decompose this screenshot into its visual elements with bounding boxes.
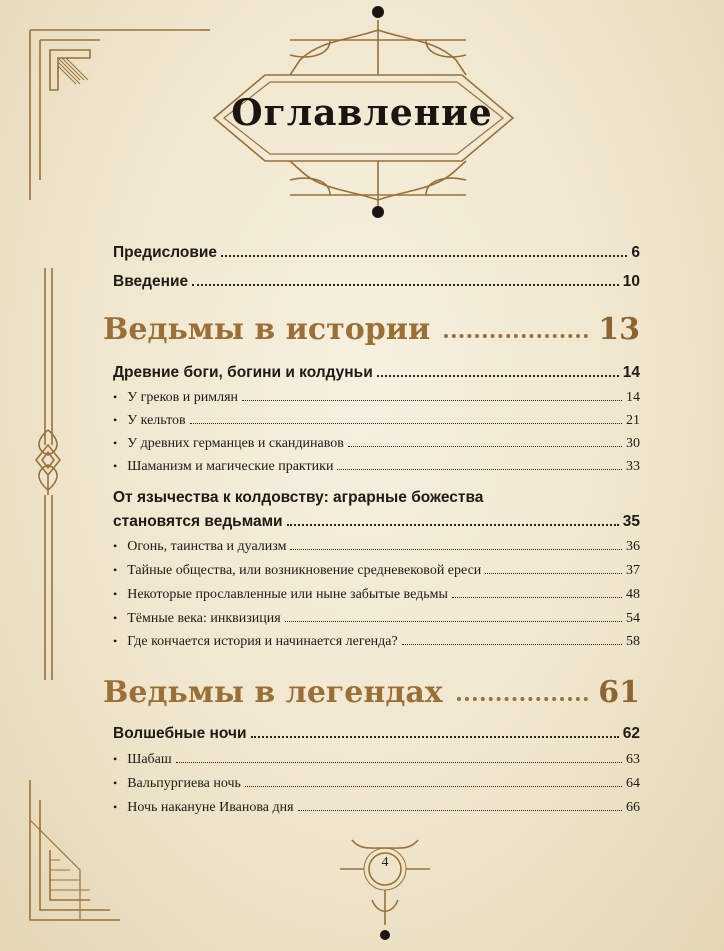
- leader-dots: [402, 643, 622, 645]
- toc-chapter-magic-nights[interactable]: [113, 725, 640, 743]
- toc-item-label: Тёмные века: инквизиция: [127, 611, 281, 626]
- toc-item-label: Вальпургиева ночь: [127, 776, 241, 791]
- leader-dots: [290, 548, 622, 550]
- leader-dots: [192, 283, 619, 286]
- toc-item-label: Тайные общества, или возникновение средневековой ереси: [127, 563, 482, 578]
- toc-item-page: 66: [626, 800, 640, 815]
- page-number-medallion: [340, 840, 430, 925]
- toc-entry-label: становятся ведьмами: [113, 513, 283, 530]
- toc-entry-label: Древние боги, богини и колдуньи: [113, 364, 373, 381]
- toc-item-page: 37: [626, 563, 640, 578]
- toc-part-legends[interactable]: [103, 675, 640, 710]
- toc-item[interactable]: [113, 776, 640, 792]
- toc-item-label: Огонь, таинства и дуализм: [127, 539, 287, 554]
- toc-chapter-paganism-line1[interactable]: От язычества к колдовству: аграрные божества: [113, 489, 484, 506]
- leader-dots: [452, 596, 622, 598]
- leader-dots: [348, 445, 622, 447]
- page-title: Оглавление: [231, 92, 493, 134]
- leader-dots: [457, 696, 589, 701]
- part-page: 13: [598, 312, 640, 347]
- toc-entry-preface[interactable]: [113, 244, 640, 262]
- leader-dots: [285, 620, 622, 622]
- dot-ornament-top: [372, 6, 384, 18]
- toc-item[interactable]: [113, 800, 640, 816]
- dot-ornament-mid: [372, 206, 384, 218]
- toc-entry-label: Предисловие: [113, 244, 218, 261]
- part-page: 61: [598, 675, 640, 710]
- toc-entry-page: 62: [622, 725, 640, 742]
- toc-entry-label: Волшебные ночи: [113, 725, 247, 742]
- toc-item-page: 33: [626, 459, 640, 474]
- leader-dots: [251, 735, 619, 738]
- toc-entry-introduction[interactable]: [113, 273, 640, 291]
- toc-item-page: 30: [626, 436, 640, 451]
- leader-dots: [287, 523, 619, 526]
- leader-dots: [245, 785, 622, 787]
- toc-item-page: 21: [626, 413, 640, 428]
- toc-item-label: Ночь накануне Иванова дня: [127, 800, 294, 815]
- toc-item-page: 64: [626, 776, 640, 791]
- toc-item[interactable]: [113, 390, 640, 406]
- toc-entry-page: 10: [622, 273, 640, 290]
- toc-item[interactable]: [113, 413, 640, 429]
- bullet-icon: •: [113, 459, 118, 473]
- toc-entry-page: 35: [622, 513, 640, 530]
- page-number: 4: [381, 855, 389, 870]
- toc-item-label: Шабаш: [127, 752, 172, 767]
- toc-item[interactable]: [113, 436, 640, 452]
- bullet-icon: •: [113, 390, 118, 404]
- leader-dots: [377, 374, 619, 377]
- toc-item-page: 54: [626, 611, 640, 626]
- bullet-icon: •: [113, 752, 118, 766]
- bullet-icon: •: [113, 776, 118, 790]
- toc-item-page: 48: [626, 587, 640, 602]
- toc-item[interactable]: [113, 611, 640, 627]
- toc-chapter-ancient-gods[interactable]: [113, 364, 640, 382]
- toc-item[interactable]: [113, 587, 640, 603]
- bullet-icon: •: [113, 611, 118, 625]
- bullet-icon: •: [113, 539, 118, 553]
- toc-item-label: Шаманизм и магические практики: [127, 459, 334, 474]
- leader-dots: [190, 422, 622, 424]
- toc-item[interactable]: [113, 634, 640, 650]
- toc-entry-label: Введение: [113, 273, 189, 290]
- leader-dots: [444, 333, 588, 338]
- leader-dots: [298, 809, 622, 811]
- toc-item-label: У древних германцев и скандинавов: [127, 436, 344, 451]
- toc-part-history[interactable]: [103, 312, 640, 347]
- leader-dots: [337, 468, 622, 470]
- toc-entry-page: 6: [631, 244, 640, 261]
- toc-item-page: 14: [626, 390, 640, 405]
- bullet-icon: •: [113, 413, 118, 427]
- toc-item[interactable]: [113, 539, 640, 555]
- part-title: Ведьмы в истории: [103, 312, 431, 347]
- leader-dots: [242, 399, 622, 401]
- toc-chapter-paganism[interactable]: [113, 513, 640, 531]
- toc-item[interactable]: [113, 459, 640, 475]
- toc-item[interactable]: [113, 752, 640, 768]
- toc-entry-page: 14: [622, 364, 640, 381]
- bullet-icon: •: [113, 800, 118, 814]
- toc-item-page: 63: [626, 752, 640, 767]
- bullet-icon: •: [113, 587, 118, 601]
- toc-item-label: У греков и римлян: [127, 390, 239, 405]
- bullet-icon: •: [113, 563, 118, 577]
- bullet-icon: •: [113, 634, 118, 648]
- leader-dots: [176, 761, 622, 763]
- toc-item-label: У кельтов: [127, 413, 186, 428]
- side-ornament-left: [36, 268, 60, 680]
- toc-item-page: 58: [626, 634, 640, 649]
- toc-item[interactable]: [113, 563, 640, 579]
- corner-ornament-bottom-left: [30, 780, 120, 920]
- part-title: Ведьмы в легендах: [103, 675, 443, 710]
- leader-dots: [221, 254, 627, 257]
- leader-dots: [485, 572, 622, 574]
- toc-item-label: Некоторые прославленные или ныне забытые ведьмы: [127, 587, 448, 602]
- bullet-icon: •: [113, 436, 118, 450]
- toc-item-label: Где кончается история и начинается легенда?: [127, 634, 398, 649]
- toc-item-page: 36: [626, 539, 640, 554]
